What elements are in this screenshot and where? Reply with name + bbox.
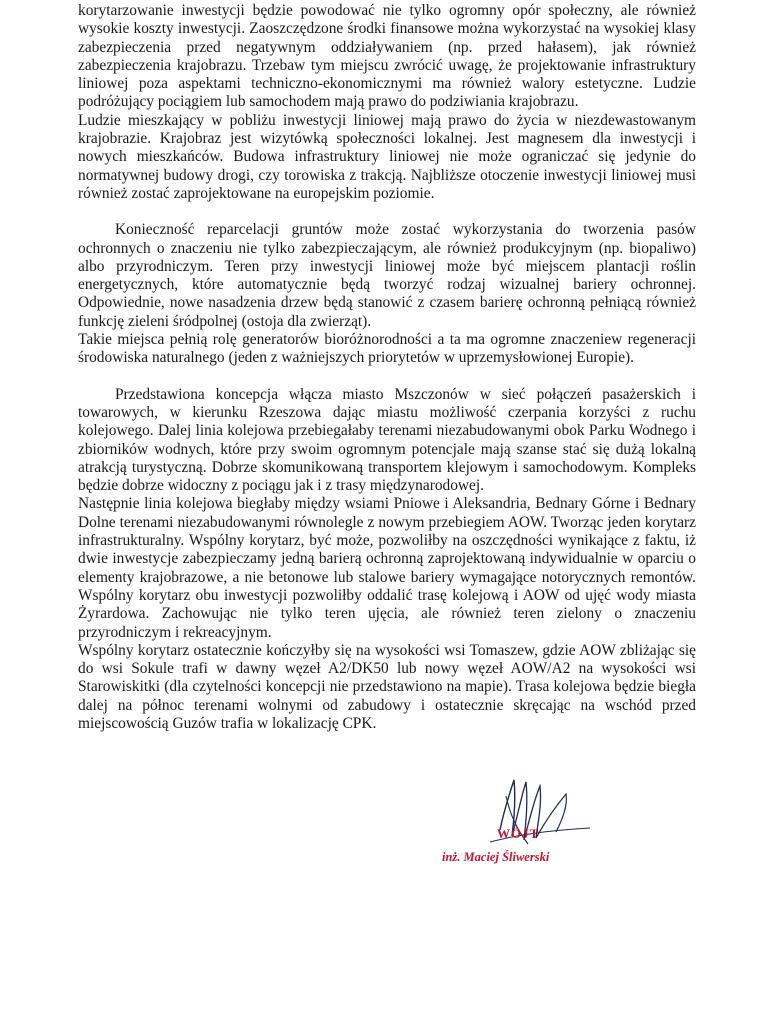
signature-block bbox=[442, 770, 630, 900]
paragraph-7: Wspólny korytarz ostatecznie kończyłby się na wysokości wsi Tomaszew, gdzie AOW zbliżając się do wsi Sokule trafi w dawny węzeł A2/DK50 lub nowy węzeł AOW/A2 na wysokości wsi Starowiskitki (dla czytelności koncepcji nie przedstawiono na mapie). Trasa kolejowa będzie biegła dalej na północ terenami wolnymi od zabudowy i ostatecznie skręcając na wschód przed miejscowością Guzów trafia w lokalizację CPK. bbox=[78, 641, 696, 732]
handwritten-signature bbox=[470, 770, 630, 850]
paragraph-6: Następnie linia kolejowa biegłaby między wsiami Pniowe i Aleksandria, Bednary Górne i Bednary Dolne terenami niezabudowanymi równolegle z nowym przebiegiem AOW. Tworząc jeden korytarz infrastrukturalny. Wspólny korytarz, być może, pozwoliłby na oszczędności wynikające z faktu, iż dwie inwestycje zabezpieczamy jedną barierą ochronną zaprojektowaną indywidualnie w oparciu o elementy krajobrazowe, a nie betonowe lub stalowe bariery wymagające notorycznych remontów. Wspólny korytarz obu inwestycji pozwoliłby oddalić trasę kolejową i AOW od ujęć wody miasta Żyrardowa. Zachowując nie tylko teren ujęcia, ale również teren zielony o znaczeniu przyrodniczym i rekreacyjnym. bbox=[78, 495, 696, 641]
paragraph-2: Ludzie mieszkający w pobliżu inwestycji liniowej mają prawo do życia w niezdewastowanym krajobrazie. Krajobraz jest wizytówką społeczności lokalnej. Jest magnesem dla inwestycji i nowych mieszkańców. Budowa infrastruktury liniowej nie może ograniczać się jedynie do normatywnej budowy drogi, czy torowiska z trakcją. Najbliższe otoczenie inwestycji liniowej musi również zostać zaprojektowane na europejskim poziomie. bbox=[78, 111, 696, 202]
stamp-name: inż. Maciej Śliwerski bbox=[442, 850, 550, 864]
stamp-title: WÓJT bbox=[497, 826, 540, 841]
paragraph-3: Konieczność reparcelacji gruntów może zostać wykorzystania do tworzenia pasów ochronnych o znaczeniu nie tylko zabezpieczającym, ale również produkcyjnym (np. biopaliwo) albo przyrodniczym. Teren przy inwestycji liniowej może być miejscem plantacji roślin energetycznych, które automatycznie będą tworzyć rodzaj wizualnej bariery ochronnej. Odpowiednie, nowe nasadzenia drzew będą stanowić z czasem barierę ochronną pełniącą również funkcję zieleni śródpolnej (ostoja dla zwierząt). bbox=[78, 221, 696, 330]
paragraph-1: korytarzowanie inwestycji będzie powodować nie tylko ogromny opór społeczny, ale również wysokie koszty inwestycji. Zaoszczędzone środki finansowe można wykorzystać na wysokiej klasy zabezpieczenia przed negatywnym oddziaływaniem (np. przed hałasem), jak również zabezpieczenia krajobrazu. Trzebaw tym miejscu zwrócić uwagę, że projektowanie infrastruktury liniowej poza aspektami techniczno-ekonomicznymi ma również walory estetyczne. Ludzie podróżujący pociągiem lub samochodem mają prawo do podziwiania krajobrazu. bbox=[78, 2, 696, 111]
document-body bbox=[78, 2, 696, 733]
paragraph-5: Przedstawiona koncepcja włącza miasto Mszczonów w sieć połączeń pasażerskich i towarowych, w kierunku Rzeszowa dając miastu możliwość czerpania korzyści z ruchu kolejowego. Dalej linia kolejowa przebiegałaby terenami niezabudowanymi obok Parku Wodnego i zbiorników wodnych, które przy swoim ogromnym potencjale mają szanse stać się dużą lokalną atrakcją turystyczną. Dobrze skomunikowaną transportem klejowym i samochodowym. Kompleks będzie dobrze widoczny z pociągu jak i z trasy międzynarodowej. bbox=[78, 385, 696, 495]
paragraph-4: Takie miejsca pełnią rolę generatorów bioróżnorodności a ta ma ogromne znaczeniew regeneracji środowiska naturalnego (jeden z ważniejszych priorytetów w uprzemysłowionej Europie). bbox=[78, 331, 696, 367]
